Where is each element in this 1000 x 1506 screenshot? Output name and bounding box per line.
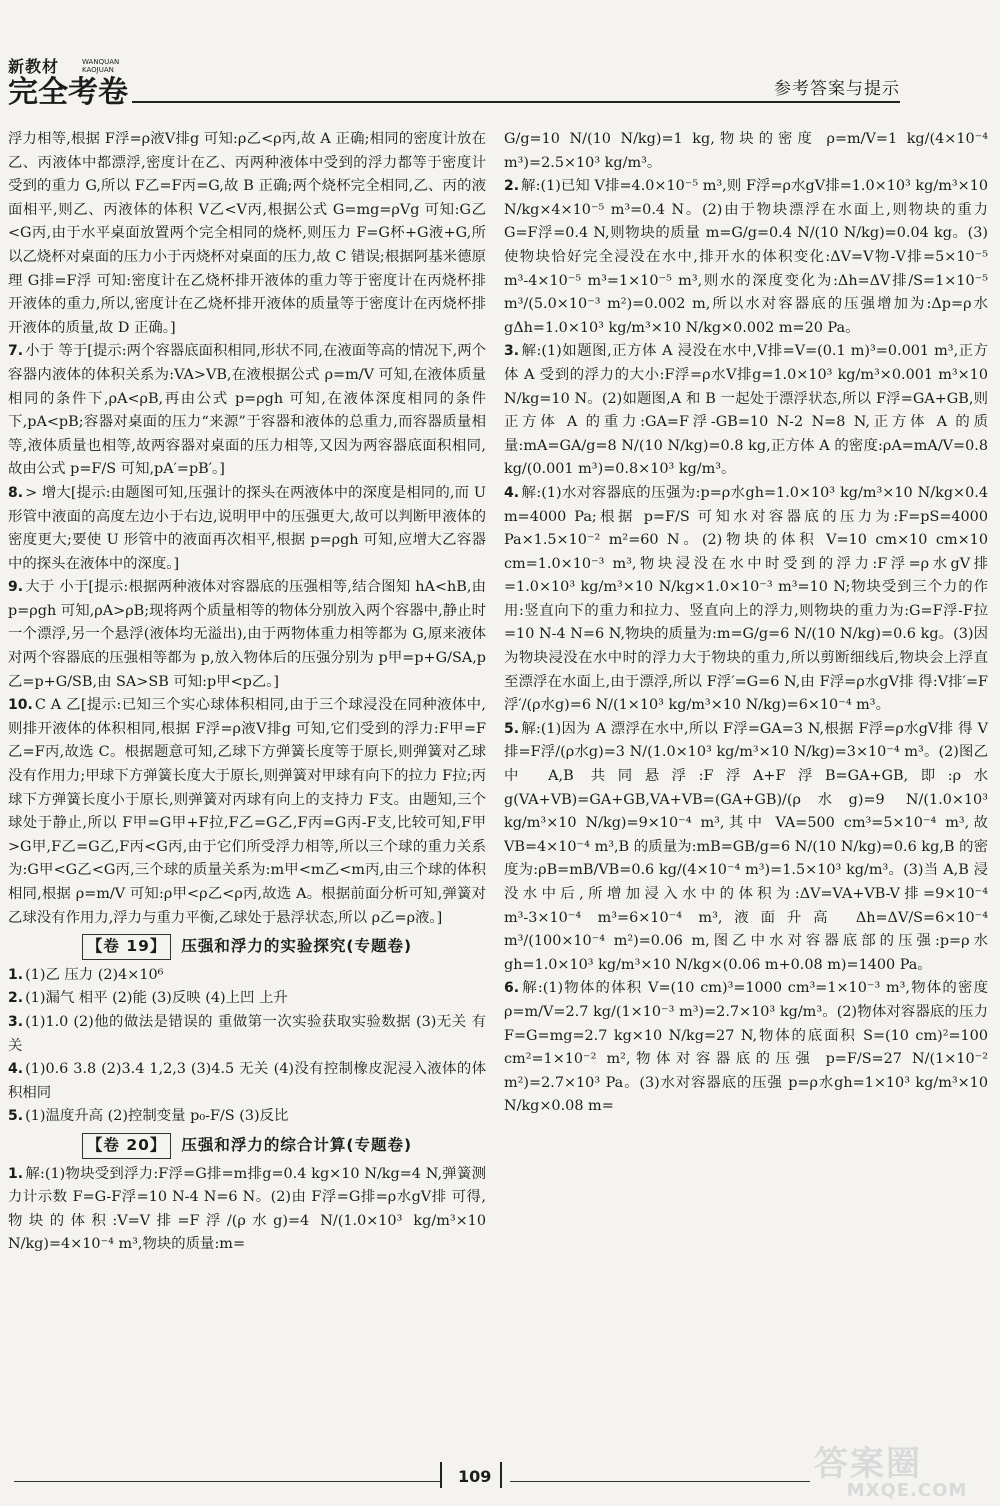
answer-item	[8, 964, 486, 988]
answer-text: 解:(1)水对容器底的压强为:p=ρ水gh=1.0×10³ kg/m³×10 N/kg×0.4 m=4000 Pa;根据 p=F/S 可知水对容器底的压力为:F=pS=4000 Pa×1.5×10⁻² m²=60 N。(2)物块的体积 V=10 cm×10 cm×10 cm=1.0×10⁻³ m³,物块浸没在水中时受到的浮力:F浮=ρ水gV排=1.0×10³ kg/m³×10 N/kg×1.0×10⁻³ m³=10 N;物块受到三个力的作用:竖直向下的重力和拉力、竖直向上的浮力,则物块的重力为:G=F浮-F拉=10 N-4 N=6 N,物块的质量为:m=G/g=6 N/(10 N/kg)=0.6 kg。(3)因为物块浸没在水中时的浮力大于物块的重力,所以剪断细线后,物块会上浮直至漂浮在水面上,由于漂浮,所以 F浮′=G=6 N,由 F浮=ρ水gV排 得:V排′=F浮′/(ρ水g)=6 N/(1×10³ kg/m³×10 N/kg)=6×10⁻⁴ m³。	[504, 484, 988, 714]
answer-item	[8, 987, 486, 1011]
answer-item	[8, 1011, 486, 1058]
answer-number: 3.	[504, 343, 520, 360]
section-20-answers	[8, 1163, 486, 1257]
right-answer-list	[504, 128, 988, 1119]
answer-item	[504, 482, 988, 718]
answer-item	[504, 718, 988, 978]
answer-item	[504, 175, 988, 340]
answer-item	[8, 694, 486, 930]
answer-item	[8, 1058, 486, 1105]
logo-pinyin: WANQUAN KAOJUAN	[82, 58, 120, 74]
answer-number: 4.	[504, 484, 520, 501]
page-header	[0, 0, 1000, 112]
answer-text: 解:(1)如题图,正方体 A 浸没在水中,V排=V=(0.1 m)³=0.001 m³,正方体 A 受到的浮力的大小:F浮=ρ水V排g=1.0×10³ kg/m³×0.001 m³×10 N/kg=10 N。(2)如题图,A 和 B 一起处于漂浮状态,所以 F浮=GA+GB,则正方体 A 的重力:GA=F浮-GB=10 N-2 N=8 N,正方体 A 的质量:mA=GA/g=8 N/(10 N/kg)=0.8 kg,正方体 A 的密度:ρA=mA/V=0.8 kg/(0.001 m³)=0.8×10³ kg/m³。	[504, 343, 988, 478]
page-number: 109	[458, 1467, 492, 1486]
logo-big-text: 完全考卷	[8, 75, 128, 110]
answer-number: 2.	[8, 990, 24, 1007]
answer-number: 3.	[8, 1013, 24, 1030]
answer-text: G/g=10 N/(10 N/kg)=1 kg,物块的密度 ρ=m/V=1 kg/(4×10⁻⁴ m³)=2.5×10³ kg/m³。	[504, 131, 988, 171]
answer-number: 5.	[8, 1108, 24, 1125]
answer-number: 8.	[8, 484, 24, 501]
answer-item	[8, 482, 486, 576]
section-19-answers	[8, 964, 486, 1129]
section-20-heading	[8, 1133, 486, 1159]
answer-text: 解:(1)已知 V排=4.0×10⁻⁵ m³,则 F浮=ρ水gV排=1.0×10³ kg/m³×10 N/kg×4×10⁻⁵ m³=0.4 N。(2)由于物块漂浮在水面上,则物块的重力 G=F浮=0.4 N,则物块的质量 m=G/g=0.4 N/(10 N/kg)=0.04 kg。(3)使物块恰好完全浸没在水中,排开水的体积变化:ΔV=V物-V排=5×10⁻⁵ m³-4×10⁻⁵ m³=1×10⁻⁵ m³,则水的深度变化为:Δh=ΔV排/S=1×10⁻⁵ m³/(5.0×10⁻³ m²)=0.002 m,所以水对容器底的压强增加为:Δp=ρ水gΔh=1.0×10³ kg/m³×10 N/kg×0.002 m=20 Pa。	[504, 178, 988, 336]
left-answer-list	[8, 128, 486, 930]
answer-text: (1)0.6 3.8 (2)3.4 1,2,3 (3)4.5 无关 (4)没有控制橡皮泥浸入液体的体积相同	[8, 1061, 486, 1101]
footer-bar-left	[440, 1462, 442, 1488]
section-20-tag: 【卷 20】	[82, 1133, 171, 1159]
answer-text: (1)温度升高 (2)控制变量 p₀-F/S (3)反比	[25, 1108, 289, 1125]
answer-number: 5.	[504, 720, 520, 737]
answer-number: 1.	[8, 966, 24, 983]
answer-text: (1)1.0 (2)他的做法是错误的 重做第一次实验获取实验数据 (3)无关 有关	[8, 1013, 486, 1054]
section-19-title: 压强和浮力的实验探究(专题卷)	[181, 937, 413, 956]
answer-text: 大于 小于[提示:根据两种液体对容器底的压强相等,结合图知 hA<hB,由 p=ρgh 可知,ρA>ρB;现将两个质量相等的物体分别放入两个容器中,静止时一个漂浮,另一个悬浮(液体均无溢出),由于两物体重力相等都为 G,原来液体对两个容器底的压强相等都为 p,放入物体后的压强分别为 p甲=p+G/SA,p乙=p+G/SB,由 SA>SB 可知:p甲<p乙。]	[8, 579, 486, 690]
answer-item	[8, 1105, 486, 1129]
answer-number: 4.	[8, 1061, 24, 1078]
answer-item	[8, 340, 486, 482]
watermark-url: MXQE.COM	[846, 1480, 968, 1501]
book-logo	[8, 54, 138, 109]
answer-text: 小于 等于[提示:两个容器底面积相同,形状不同,在液面等高的情况下,两个容器内液体的体积关系为:VA>VB,在液根据公式 ρ=m/V 可知,在液体质量相同的条件下,ρA<ρB,再由公式 p=ρgh 可知,在液体深度相同的条件下,pA<pB;容器对桌面的压力“来源”于容器和液体的总重力,而容器质量相等,液体质量也相等,故两容器对桌面的压力相等,又因为两容器底面积相同,故由公式 p=F/S 可知,pA′=pB′。]	[8, 343, 486, 478]
watermark-logo-text: 答案圈	[814, 1444, 922, 1484]
answer-text: (1)乙 压力 (2)4×10⁶	[25, 966, 164, 983]
answer-item	[504, 128, 988, 175]
answer-item	[8, 128, 486, 340]
answer-text: (1)漏气 相平 (2)能 (3)反映 (4)上凹 上升	[25, 990, 288, 1007]
section-20-title: 压强和浮力的综合计算(专题卷)	[181, 1135, 413, 1154]
answer-text: 解:(1)因为 A 漂浮在水中,所以 F浮=GA=3 N,根据 F浮=ρ水gV排 得 V排=F浮/(ρ水g)=3 N/(1.0×10³ kg/m³×10 N/kg)=3×10⁻⁴ m³。(2)图乙中 A,B 共同悬浮:F浮A+F浮B=GA+GB,即:ρ水g(VA+VB)=GA+GB,VA+VB=(GA+GB)/(ρ水g)=9 N/(1.0×10³ kg/m³×10 N/kg)=9×10⁻⁴ m³,其中 VA=500 cm³=5×10⁻⁴ m³,故 VB=4×10⁻⁴ m³,B 的质量为:mB=GB/g=6 N/(10 N/kg)=0.6 kg,B 的密度为:ρB=mB/VB=0.6 kg/(4×10⁻⁴ m³)=1.5×10³ kg/m³。(3)当 A,B 浸没水中后,所增加浸入水中的体积为:ΔV=VA+VB-V排=9×10⁻⁴ m³-3×10⁻⁴ m³=6×10⁻⁴ m³,液面升高 Δh=ΔV/S=6×10⁻⁴ m³/(100×10⁻⁴ m²)=0.06 m,图乙中水对容器底部的压强:p=ρ水gh=1.0×10³ kg/m³×10 N/kg×(0.06 m+0.08 m)=1400 Pa。	[504, 720, 988, 973]
answer-text: 浮力相等,根据 F浮=ρ液V排g 可知:ρ乙<ρ丙,故 A 正确;相同的密度计放在乙、丙液体中都漂浮,密度计在乙、丙两种液体中受到的浮力都等于密度计受到的重力 G,所以 F乙=F丙=G,故 B 正确;两个烧杯完全相同,乙、丙的液面相平,则乙、丙液体的体积 V乙<V丙,根据公式 G=mg=ρVg 可知:G乙<G丙,由于水平桌面放置两个完全相同的烧杯,则压力 F=G杯+G液+G,所以乙烧杯对桌面的压力小于丙烧杯对桌面的压力,故 C 错误;根据阿基米德原理 G排=F浮 可知:密度计在乙烧杯排开液体的重力等于密度计在丙烧杯排开液体的重力,所以,密度计在乙烧杯排开液体的质量等于密度计在丙烧杯排开液体的质量,故 D 正确。]	[8, 131, 486, 336]
answer-item	[8, 576, 486, 694]
section-19-tag: 【卷 19】	[82, 934, 171, 960]
answer-number: 6.	[504, 980, 520, 997]
footer-rule-right	[510, 1481, 810, 1482]
answer-item	[8, 1163, 486, 1257]
site-watermark	[814, 1446, 1000, 1506]
header-divider	[132, 101, 900, 103]
footer-rule-left	[14, 1481, 442, 1482]
answer-text: 解:(1)物体的体积 V=(10 cm)³=1000 cm³=1×10⁻³ m³,物体的密度 ρ=m/V=2.7 kg/(1×10⁻³ m³)=2.7×10³ kg/m³。(2)物体对容器底的压力 F=G=mg=2.7 kg×10 N/kg=27 N,物体的底面积 S=(10 cm)²=100 cm²=1×10⁻² m²,物体对容器底的压强 p=F/S=27 N/(1×10⁻² m²)=2.7×10³ Pa。(3)水对容器底的压强 p=ρ水gh=1×10³ kg/m³×10 N/kg×0.08 m=	[504, 980, 988, 1115]
right-column	[504, 128, 988, 1119]
answer-text: 解:(1)物块受到浮力:F浮=G排=m排g=0.4 kg×10 N/kg=4 N,弹簧测力计示数 F=G-F浮=10 N-4 N=6 N。(2)由 F浮=G排=ρ水gV排 可得,物块的体积:V=V排=F浮/(ρ水g)=4 N/(1.0×10³ kg/m³×10 N/kg)=4×10⁻⁴ m³,物块的质量:m=	[8, 1165, 486, 1253]
answer-number: 7.	[8, 343, 24, 360]
logo-small-text: 新教材	[8, 57, 60, 76]
section-19-heading	[8, 934, 486, 960]
header-title: 参考答案与提示	[774, 79, 900, 99]
answer-number: 1.	[8, 1165, 24, 1182]
left-column	[8, 128, 486, 1257]
answer-number: 2.	[504, 178, 520, 195]
answer-number: 9.	[8, 579, 24, 596]
footer-bar-right	[500, 1462, 502, 1488]
answer-item	[504, 977, 988, 1119]
answer-text: > 增大[提示:由题图可知,压强计的探头在两液体中的深度是相同的,而 U 形管中液面的高度左边小于右边,说明甲中的压强更大,故可以判断甲液体的密度更大;要使 U 形管中的液面再次相平,根据 p=ρgh 可知,应增大乙容器中的探头在液体中的深度。]	[8, 484, 486, 572]
answer-number: 10.	[8, 697, 33, 714]
answer-text: C A 乙[提示:已知三个实心球体积相同,由于三个球浸没在同种液体中,则排开液体的体积相同,根据 F浮=ρ液V排g 可知,它们受到的浮力:F甲=F乙=F丙,故选 C。根据题意可知,乙球下方弹簧长度等于原长,则弹簧对乙球没有作用力;甲球下方弹簧长度大于原长,则弹簧对甲球有向下的拉力 F拉;丙球下方弹簧长度小于原长,则弹簧对丙球有向上的支持力 F支。由题知,三个球处于静止,所以 F甲=G甲+F拉,F乙=G乙,F丙=G丙-F支,比较可知,F甲>G甲,F乙=G乙,F丙<G丙,由于它们所受浮力相等,所以三个球的重力关系为:G甲<G乙<G丙,三个球的质量关系为:m甲<m乙<m丙,由三个球的体积相同,根据 ρ=m/V 可知:ρ甲<ρ乙<ρ丙,故选 A。根据前面分析可知,弹簧对乙球没有作用力,浮力与重力平衡,乙球处于悬浮状态,所以 ρ乙=ρ液。]	[8, 697, 486, 926]
answer-item	[504, 340, 988, 482]
